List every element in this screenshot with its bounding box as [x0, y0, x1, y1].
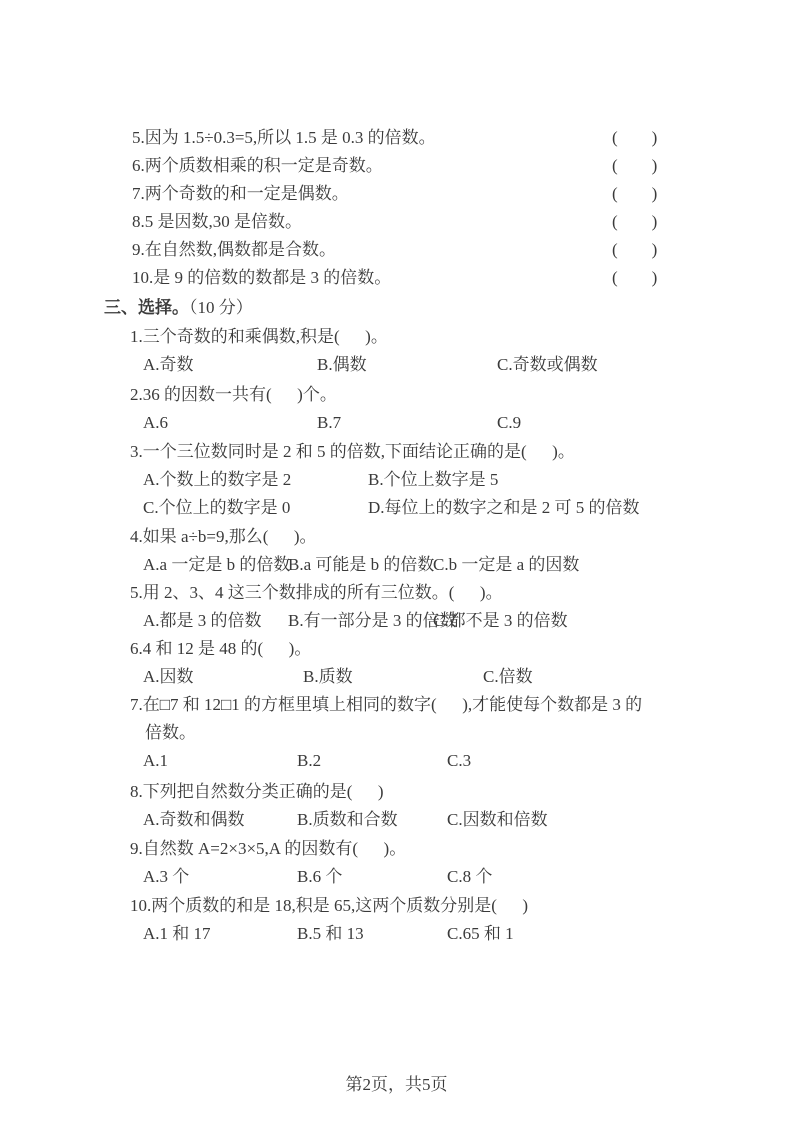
choice-question-6-text: 6.4 和 12 是 48 的( )。 [130, 639, 312, 658]
choice-option: B.2 [297, 751, 322, 770]
tf-question-8 [0, 208, 793, 236]
choice-option: B.a 可能是 b 的倍数 [288, 555, 435, 574]
choice-question-10-options [143, 920, 793, 948]
choice-option: A.a 一定是 b 的倍数 [143, 555, 291, 574]
choice-option: C.个位上的数字是 0 [143, 498, 291, 517]
choice-option: A.奇数和偶数 [143, 810, 245, 829]
tf-question-10 [0, 264, 793, 292]
choice-question-7-options [143, 747, 793, 775]
choice-question-1-options [143, 351, 793, 379]
choice-question-1-text: 1.三个奇数的和乘偶数,积是( )。 [130, 327, 388, 346]
exam-content [0, 124, 793, 948]
choice-option: A.奇数 [143, 355, 194, 374]
choice-question-2-options [143, 409, 793, 437]
choice-option: A.因数 [143, 667, 194, 686]
choice-option: A.1 [143, 751, 169, 770]
choice-option: C.65 和 1 [447, 924, 514, 943]
tf-question-6-text: 6.两个质数相乘的积一定是奇数。 [132, 156, 383, 175]
choice-option: B.个位上数字是 5 [368, 470, 499, 489]
choice-option: A.3 个 [143, 867, 190, 886]
tf-question-5 [0, 124, 793, 152]
tf-question-7 [0, 180, 793, 208]
choice-option: C.都不是 3 的倍数 [433, 611, 568, 630]
choice-option: C.b 一定是 a 的因数 [433, 555, 580, 574]
choice-question-8-text: 8.下列把自然数分类正确的是( ) [130, 782, 384, 801]
choice-question-8-options [143, 806, 793, 834]
choice-question-10-text: 10.两个质数的和是 18,积是 65,这两个质数分别是( ) [130, 896, 529, 915]
answer-bracket: ( ) [612, 156, 658, 175]
choice-option: C.因数和倍数 [447, 810, 548, 829]
choice-question-4-text: 4.如果 a÷b=9,那么( )。 [130, 527, 317, 546]
choice-question-3-text: 3.一个三位数同时是 2 和 5 的倍数,下面结论正确的是( )。 [130, 442, 575, 461]
choice-option: C.奇数或偶数 [497, 355, 598, 374]
choice-question-6-options [143, 663, 793, 691]
choice-question-5-text: 5.用 2、3、4 这三个数排成的所有三位数。( )。 [130, 583, 503, 602]
answer-bracket: ( ) [612, 184, 658, 203]
choice-question-3-options-row-2 [143, 494, 793, 522]
tf-question-8-text: 8.5 是因数,30 是倍数。 [132, 212, 302, 231]
choice-option: C.9 [497, 413, 522, 432]
choice-option: D.每位上的数字之和是 2 可 5 的倍数 [368, 498, 640, 517]
choice-option: C.8 个 [447, 867, 493, 886]
choice-question-7-text-line-1: 7.在□7 和 12□1 的方框里填上相同的数字( ),才能使每个数都是 3 的 [130, 695, 643, 714]
choice-option: A.6 [143, 413, 169, 432]
tf-question-9-text: 9.在自然数,偶数都是合数。 [132, 240, 336, 259]
answer-bracket: ( ) [612, 212, 658, 231]
choice-option: B.有一部分是 3 的倍数 [288, 611, 457, 630]
choice-option: A.个数上的数字是 2 [143, 470, 292, 489]
choice-question-3-options-row-1 [143, 466, 793, 494]
choice-option: B.7 [317, 413, 342, 432]
choice-question-9-text: 9.自然数 A=2×3×5,A 的因数有( )。 [130, 839, 407, 858]
section-title: 三、选择。 [104, 298, 189, 317]
tf-question-5-text: 5.因为 1.5÷0.3=5,所以 1.5 是 0.3 的倍数。 [132, 128, 436, 147]
choice-option: C.3 [447, 751, 472, 770]
section-header [0, 293, 793, 322]
choice-option: A.都是 3 的倍数 [143, 611, 262, 630]
choice-option: B.5 和 13 [297, 924, 364, 943]
tf-question-7-text: 7.两个奇数的和一定是偶数。 [132, 184, 349, 203]
tf-question-9 [0, 236, 793, 264]
answer-bracket: ( ) [612, 128, 658, 147]
choice-option: B.质数和合数 [297, 810, 398, 829]
answer-bracket: ( ) [612, 268, 658, 287]
choice-question-2-text: 2.36 的因数一共有( )个。 [130, 385, 337, 404]
tf-question-10-text: 10.是 9 的倍数的数都是 3 的倍数。 [132, 268, 392, 287]
section-points: （10 分） [189, 298, 253, 317]
choice-question-5-options [143, 607, 793, 635]
choice-option: A.1 和 17 [143, 924, 211, 943]
tf-question-6 [0, 152, 793, 180]
page-number-footer: 第2页，共5页 [345, 1075, 448, 1094]
choice-option: B.6 个 [297, 867, 343, 886]
choice-option: C.倍数 [483, 667, 533, 686]
choice-question-7-text-line-2: 倍数。 [145, 723, 196, 742]
choice-question-9-options [143, 863, 793, 891]
choice-option: B.质数 [303, 667, 353, 686]
choice-question-4-options [143, 551, 793, 579]
answer-bracket: ( ) [612, 240, 658, 259]
choice-option: B.偶数 [317, 355, 367, 374]
